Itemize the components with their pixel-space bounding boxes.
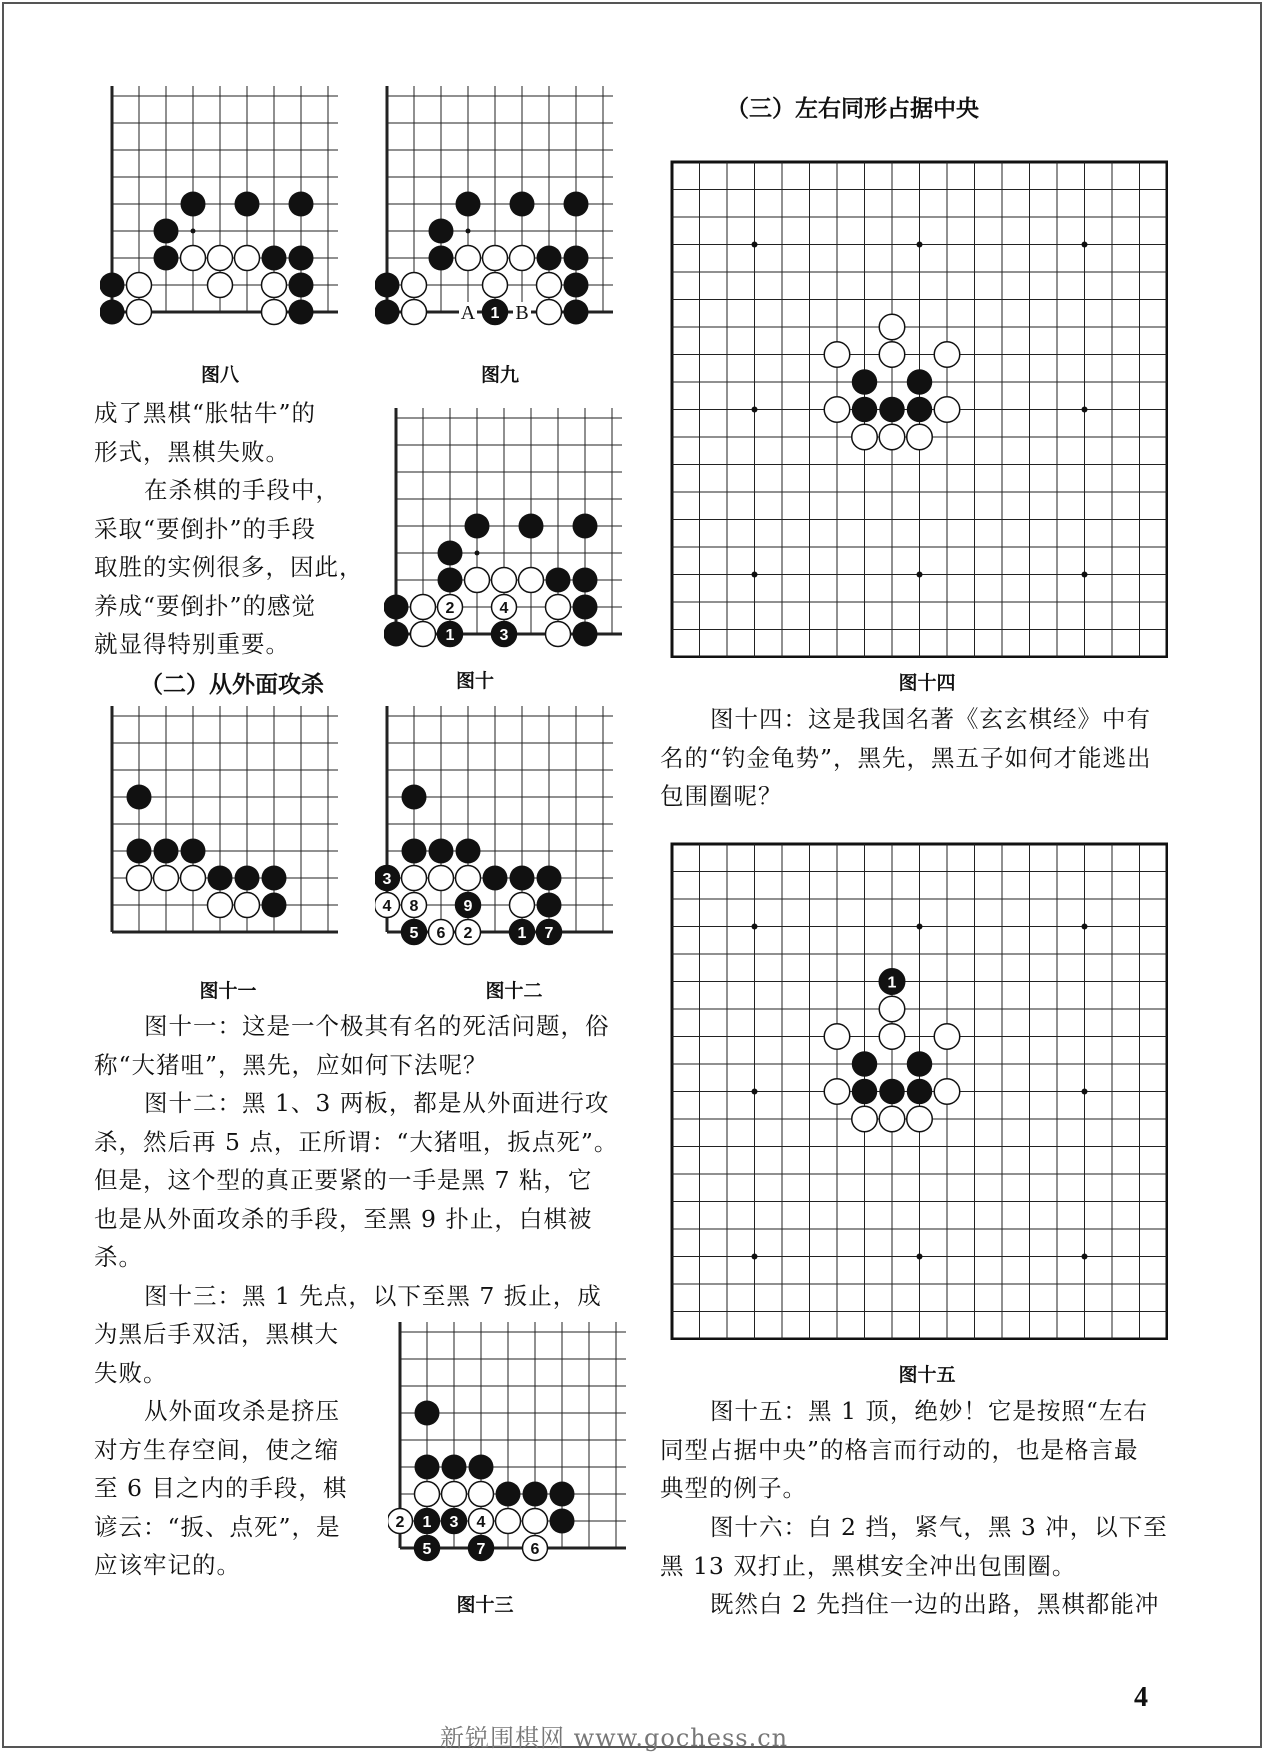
black-stone — [100, 300, 125, 325]
white-stone — [181, 246, 206, 271]
white-stone — [852, 424, 878, 450]
black-stone — [375, 273, 400, 298]
white-stone — [546, 622, 571, 647]
black-stone — [429, 246, 454, 271]
black-stone — [154, 246, 179, 271]
white-stone — [879, 342, 905, 368]
white-stone — [510, 893, 535, 918]
move-number: 7 — [476, 1541, 486, 1558]
white-stone — [483, 246, 508, 271]
move-number: 3 — [449, 1514, 459, 1531]
site-watermark-footer: 新锐围棋网 www.gochess.cn — [440, 1724, 789, 1752]
black-stone — [537, 893, 562, 918]
go-board-fig15 — [668, 840, 1168, 1340]
white-stone — [456, 866, 481, 891]
caption-fig12: 图十二 — [485, 980, 543, 1002]
white-stone — [456, 246, 481, 271]
caption-fig9: 图九 — [480, 364, 519, 386]
black-stone — [564, 246, 589, 271]
star-point — [1082, 1254, 1088, 1260]
black-stone — [519, 514, 544, 539]
black-stone — [235, 192, 260, 217]
black-stone — [907, 1079, 933, 1105]
board-fig13 — [388, 1322, 626, 1562]
white-stone — [824, 1024, 850, 1050]
star-point — [1082, 924, 1088, 930]
black-stone — [154, 839, 179, 864]
black-stone — [852, 1079, 878, 1105]
paragraph-9: 图十五：黑 1 顶，绝妙！它是按照“左右 同型占据中央”的格言而行动的，也是格言最 典型的例子。 — [660, 1397, 1148, 1502]
paragraph-11: 既然白 2 先挡住一边的出路，黑棋都能冲 — [710, 1590, 1160, 1618]
black-stone — [456, 192, 481, 217]
white-stone — [411, 622, 436, 647]
black-stone — [907, 397, 933, 423]
heading-outside-attack: （二）从外面攻杀 — [140, 672, 324, 698]
move-number: 5 — [422, 1541, 432, 1558]
white-stone — [127, 300, 152, 325]
black-stone — [573, 514, 598, 539]
caption-fig14: 图十四 — [898, 672, 956, 694]
white-stone — [181, 866, 206, 891]
paragraph-10: 图十六：白 2 挡，紧气，黑 3 冲，以下至 黑 13 双打止，黑棋安全冲出包围圈。 — [660, 1513, 1168, 1580]
white-stone — [496, 1509, 521, 1534]
move-number: 3 — [382, 871, 392, 888]
black-stone — [375, 300, 400, 325]
white-stone — [519, 568, 544, 593]
white-stone — [411, 595, 436, 620]
move-number: 4 — [382, 898, 392, 915]
white-stone — [262, 300, 287, 325]
black-stone — [573, 595, 598, 620]
black-stone — [289, 192, 314, 217]
go-board-fig12 — [375, 706, 613, 946]
black-stone — [550, 1482, 575, 1507]
move-number: 6 — [530, 1541, 540, 1558]
star-point — [917, 924, 923, 930]
black-stone — [100, 273, 125, 298]
board-fig10 — [384, 408, 622, 653]
black-stone — [496, 1482, 521, 1507]
black-stone — [907, 1051, 933, 1077]
black-stone — [907, 369, 933, 395]
move-number: 4 — [499, 600, 509, 617]
move-number: 2 — [395, 1514, 405, 1531]
move-number: 1 — [445, 627, 455, 644]
black-stone — [289, 246, 314, 271]
paragraph-3: 图十一：这是一个极其有名的死活问题，俗 称“大猪咀”，黑先，应如何下法呢？ — [94, 1012, 610, 1079]
white-stone — [824, 397, 850, 423]
star-point — [752, 242, 758, 248]
black-stone — [289, 300, 314, 325]
white-stone — [402, 300, 427, 325]
black-stone — [402, 839, 427, 864]
black-stone — [415, 1401, 440, 1426]
black-stone — [852, 397, 878, 423]
move-number: 8 — [409, 898, 419, 915]
white-stone — [208, 273, 233, 298]
black-stone — [573, 568, 598, 593]
marker-dot — [466, 229, 471, 234]
paragraph-5: 图十三：黑 1 先点，以下至黑 7 扳止，成 — [144, 1282, 602, 1310]
caption-fig8: 图八 — [200, 364, 239, 386]
white-stone — [415, 1482, 440, 1507]
white-stone — [483, 273, 508, 298]
caption-fig15: 图十五 — [898, 1364, 956, 1386]
white-stone — [879, 1106, 905, 1132]
white-stone — [537, 273, 562, 298]
black-stone — [181, 839, 206, 864]
white-stone — [402, 273, 427, 298]
black-stone — [438, 541, 463, 566]
board-fig11 — [100, 706, 338, 946]
black-stone — [127, 785, 152, 810]
black-stone — [465, 514, 490, 539]
paragraph-1: 成了黑棋“胀牯牛”的 形式，黑棋失败。 — [94, 399, 317, 466]
paragraph-8: 图十四：这是我国名著《玄玄棋经》中有 名的“钓金龟势”，黑先，黑五子如何才能逃出 包围圈呢？ — [660, 705, 1152, 810]
paragraph-7: 从外面攻杀是挤压 对方生存空间，使之缩 至 6 目之内的手段，棋 谚云：“扳、点死”，是 应该牢记的。 — [94, 1397, 348, 1579]
white-stone — [402, 866, 427, 891]
black-stone — [523, 1482, 548, 1507]
white-stone — [879, 424, 905, 450]
white-stone — [429, 866, 454, 891]
move-number: 6 — [436, 925, 446, 942]
white-stone — [934, 1024, 960, 1050]
move-number: 1 — [517, 925, 527, 942]
star-point — [752, 1254, 758, 1260]
black-stone — [262, 893, 287, 918]
paragraph-4: 图十二：黑 1、3 两板，都是从外面进行攻 杀，然后再 5 点，正所谓：“大猪咀，扳点死”。 但是，这个型的真正要紧的一手是黑 7 粘，它 也是从外面攻杀的手段，至黑 9 扑止，白棋被 杀。 — [94, 1089, 619, 1271]
white-stone — [262, 273, 287, 298]
caption-fig10: 图十 — [455, 670, 494, 692]
white-stone — [879, 996, 905, 1022]
white-stone — [154, 866, 179, 891]
white-stone — [879, 1024, 905, 1050]
paragraph-2: 在杀棋的手段中， 采取“要倒扑”的手段 取胜的实例很多，因此， 养成“要倒扑”的感觉 就显得特别重要。 — [94, 476, 364, 658]
marker-dot — [191, 229, 196, 234]
point-letter: A — [460, 302, 476, 324]
star-point — [752, 1089, 758, 1095]
board-fig15 — [668, 840, 1168, 1340]
white-stone — [824, 342, 850, 368]
move-number: 1 — [422, 1514, 432, 1531]
black-stone — [564, 300, 589, 325]
heading-symmetric-center: （三）左右同形占据中央 — [726, 96, 979, 122]
white-stone — [879, 314, 905, 340]
black-stone — [262, 866, 287, 891]
white-stone — [934, 1079, 960, 1105]
star-point — [752, 407, 758, 413]
black-stone — [289, 273, 314, 298]
go-board-fig9 — [375, 86, 613, 336]
page-number: 4 — [1134, 1682, 1148, 1713]
star-point — [752, 924, 758, 930]
marker-dot — [475, 551, 480, 556]
white-stone — [208, 893, 233, 918]
point-letter: B — [515, 302, 529, 324]
move-number: 2 — [445, 600, 455, 617]
black-stone — [235, 866, 260, 891]
black-stone — [181, 192, 206, 217]
black-stone — [510, 866, 535, 891]
black-stone — [456, 839, 481, 864]
white-stone — [442, 1482, 467, 1507]
star-point — [1082, 572, 1088, 578]
star-point — [1082, 242, 1088, 248]
white-stone — [907, 424, 933, 450]
black-stone — [402, 785, 427, 810]
black-stone — [852, 369, 878, 395]
white-stone — [492, 568, 517, 593]
black-stone — [429, 219, 454, 244]
board-fig12 — [375, 706, 613, 946]
go-board-fig10 — [384, 408, 622, 653]
black-stone — [537, 866, 562, 891]
star-point — [917, 242, 923, 248]
white-stone — [235, 893, 260, 918]
caption-fig13: 图十三 — [456, 1594, 514, 1616]
black-stone — [442, 1455, 467, 1480]
black-stone — [438, 568, 463, 593]
white-stone — [523, 1509, 548, 1534]
white-stone — [465, 568, 490, 593]
black-stone — [564, 192, 589, 217]
star-point — [917, 572, 923, 578]
white-stone — [235, 246, 260, 271]
black-stone — [127, 839, 152, 864]
black-stone — [384, 622, 409, 647]
go-board-fig13 — [388, 1322, 626, 1562]
white-stone — [537, 300, 562, 325]
star-point — [917, 1254, 923, 1260]
move-number: 5 — [409, 925, 419, 942]
black-stone — [415, 1455, 440, 1480]
go-board-fig11 — [100, 706, 338, 946]
white-stone — [127, 866, 152, 891]
caption-fig11: 图十一 — [199, 980, 257, 1002]
paragraph-6: 为黑后手双活，黑棋大 失败。 — [94, 1320, 339, 1387]
move-number: 3 — [499, 627, 509, 644]
white-stone — [934, 342, 960, 368]
star-point — [752, 572, 758, 578]
white-stone — [546, 595, 571, 620]
white-stone — [469, 1482, 494, 1507]
black-stone — [852, 1051, 878, 1077]
move-number: 1 — [490, 305, 500, 322]
white-stone — [510, 246, 535, 271]
black-stone — [262, 246, 287, 271]
move-number: 7 — [544, 925, 554, 942]
black-stone — [550, 1509, 575, 1534]
black-stone — [483, 866, 508, 891]
black-stone — [546, 568, 571, 593]
board-fig9 — [375, 86, 613, 336]
white-stone — [907, 1106, 933, 1132]
white-stone — [824, 1079, 850, 1105]
white-stone — [934, 397, 960, 423]
go-board-fig14 — [668, 158, 1168, 658]
black-stone — [573, 622, 598, 647]
move-number: 1 — [887, 974, 897, 992]
black-stone — [537, 246, 562, 271]
move-number: 4 — [476, 1514, 486, 1531]
star-point — [1082, 407, 1088, 413]
black-stone — [154, 219, 179, 244]
white-stone — [852, 1106, 878, 1132]
black-stone — [208, 866, 233, 891]
go-board-fig8 — [100, 86, 338, 336]
board-fig8 — [100, 86, 338, 336]
move-number: 2 — [463, 925, 473, 942]
star-point — [1082, 1089, 1088, 1095]
white-stone — [127, 273, 152, 298]
black-stone — [510, 192, 535, 217]
white-stone — [208, 246, 233, 271]
move-number: 9 — [463, 898, 473, 915]
black-stone — [879, 1079, 905, 1105]
black-stone — [879, 397, 905, 423]
board-fig14 — [668, 158, 1168, 658]
black-stone — [384, 595, 409, 620]
black-stone — [429, 839, 454, 864]
black-stone — [469, 1455, 494, 1480]
black-stone — [564, 273, 589, 298]
